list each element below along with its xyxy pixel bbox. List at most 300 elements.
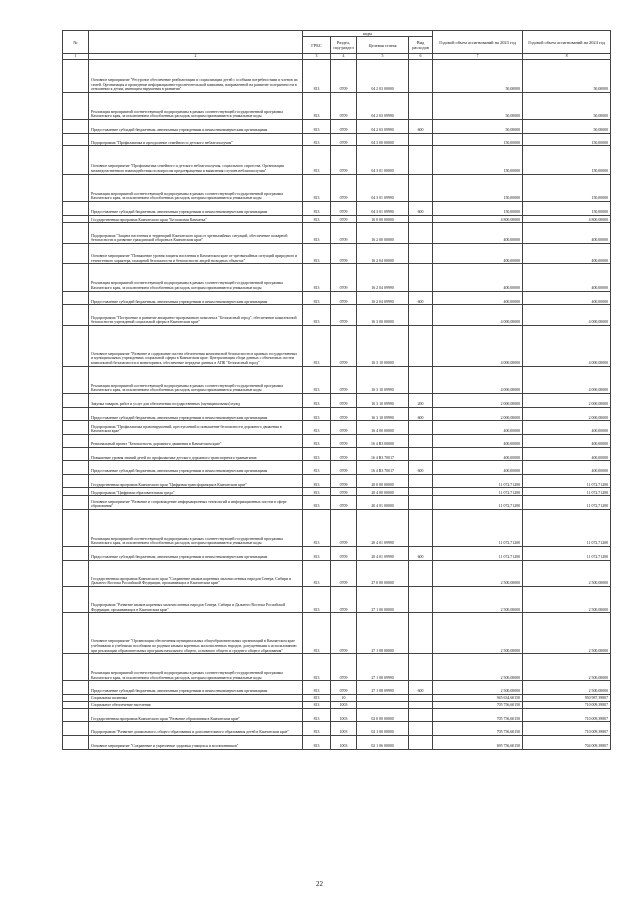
row-grbs-cell: 813 (303, 421, 331, 435)
row-number-cell (63, 654, 89, 681)
row-grbs-cell: 813 (303, 201, 331, 215)
row-name-cell: Подпрограмма "Развитие языков коренных малочисленных народов Севера, Сибири и Дальнего Востока Российской Федерации, проживающих в Камчатском крае" (89, 586, 303, 612)
row-section-cell: 0709 (331, 421, 357, 435)
row-grbs-cell: 813 (303, 509, 331, 546)
row-volume-2023-cell: 11 072,71200 (433, 474, 523, 488)
row-grbs-cell: 813 (303, 613, 331, 654)
column-index-cell: 3 (303, 54, 331, 60)
row-section-cell: 0709 (331, 681, 357, 695)
row-volume-2024-cell: 4 800,00000 (523, 215, 611, 223)
row-expense-type-cell (409, 613, 433, 654)
row-expense-type-cell (409, 133, 433, 146)
row-number-cell (63, 146, 89, 174)
column-index-cell: 8 (523, 54, 611, 60)
row-volume-2023-cell: 150,00000 (433, 146, 523, 174)
row-number-cell (63, 120, 89, 134)
row-section-cell: 0709 (331, 546, 357, 560)
row-volume-2023-cell: 50,00000 (433, 120, 523, 134)
row-expense-type-cell (409, 305, 433, 325)
row-number-cell (63, 509, 89, 546)
row-target-cell: 16 3 00 00000 (357, 305, 409, 325)
row-name-cell: Региональный проект "Безопасность дорожного движения в Камчатском крае" (89, 434, 303, 447)
row-section-cell: 0709 (331, 201, 357, 215)
table-body (63, 59, 611, 749)
row-section-cell: 0709 (331, 560, 357, 586)
row-number-cell (63, 488, 89, 496)
row-expense-type-cell (409, 701, 433, 708)
row-volume-2024-cell: 950 987,39807 (523, 695, 611, 702)
row-expense-type-cell (409, 59, 433, 92)
row-name-cell: Социальная политика (89, 695, 303, 702)
table-row (63, 695, 611, 702)
row-volume-2024-cell: 4 000,00000 (523, 305, 611, 325)
row-expense-type-cell (409, 586, 433, 612)
row-section-cell: 1003 (331, 708, 357, 722)
row-expense-type-cell: 600 (409, 546, 433, 560)
header-codes: коды (303, 31, 433, 37)
row-volume-2024-cell: 2 000,00000 (523, 407, 611, 421)
row-name-cell: Реализация мероприятий соответствующей подпрограммы в рамках соответствующей государственной программы Камчатского края, за исключением обособленных расходов, которым присваиваются уникальные коды (89, 92, 303, 119)
row-number-cell (63, 434, 89, 447)
row-grbs-cell: 813 (303, 735, 331, 749)
table-row (63, 146, 611, 174)
row-section-cell: 0709 (331, 447, 357, 461)
row-section-cell: 1003 (331, 735, 357, 749)
row-name-cell: Реализация мероприятий соответствующей подпрограммы в рамках соответствующей государственной программы Камчатского края, за исключением обособленных расходов, которым присваиваются уникальные коды (89, 366, 303, 393)
row-expense-type-cell (409, 735, 433, 749)
row-grbs-cell: 813 (303, 681, 331, 695)
row-target-cell: 20 0 00 00000 (357, 474, 409, 488)
row-volume-2024-cell: 150,00000 (523, 133, 611, 146)
row-expense-type-cell (409, 223, 433, 243)
row-target-cell: 04 3 00 00000 (357, 133, 409, 146)
column-index-cell: 7 (433, 54, 523, 60)
row-number-cell (63, 447, 89, 461)
row-target-cell: 16 4 R3 00000 (357, 434, 409, 447)
row-number-cell (63, 407, 89, 421)
row-target-cell: 04 3 01 00000 (357, 146, 409, 174)
table-row (63, 560, 611, 586)
row-volume-2023-cell: 400,00000 (433, 291, 523, 305)
row-expense-type-cell: 600 (409, 681, 433, 695)
row-volume-2024-cell: 400,00000 (523, 223, 611, 243)
row-volume-2024-cell: 400,00000 (523, 291, 611, 305)
table-row (63, 681, 611, 695)
header-name (89, 31, 303, 54)
row-grbs-cell: 813 (303, 546, 331, 560)
row-volume-2024-cell: 50,00000 (523, 92, 611, 119)
row-volume-2024-cell: 50,00000 (523, 59, 611, 92)
row-expense-type-cell (409, 447, 433, 461)
row-number-cell (63, 305, 89, 325)
row-volume-2023-cell: 2 000,00000 (433, 407, 523, 421)
row-name-cell: Подпрограмма "Профилактика правонарушений, преступлений и повышение безопасности дорожного движения в Камчатском крае" (89, 421, 303, 435)
row-volume-2024-cell: 704 009,39807 (523, 735, 611, 749)
row-expense-type-cell (409, 421, 433, 435)
row-target-cell: 16 2 04 00000 (357, 243, 409, 263)
row-section-cell: 0709 (331, 509, 357, 546)
row-name-cell: Социальное обеспечение населения (89, 701, 303, 708)
row-volume-2024-cell: 2 500,00000 (523, 560, 611, 586)
table-row (63, 291, 611, 305)
row-section-cell: 0709 (331, 305, 357, 325)
row-name-cell: Закупка товаров, работ и услуг для обеспечения государственных (муниципальных) нужд (89, 393, 303, 407)
row-expense-type-cell: 600 (409, 291, 433, 305)
table-row (63, 722, 611, 736)
row-volume-2024-cell: 400,00000 (523, 243, 611, 263)
row-section-cell: 0709 (331, 474, 357, 488)
table-row (63, 59, 611, 92)
row-section-cell: 0709 (331, 243, 357, 263)
row-grbs-cell: 813 (303, 264, 331, 291)
row-number-cell (63, 174, 89, 201)
row-volume-2023-cell: 2 500,00000 (433, 654, 523, 681)
row-name-cell: Основное мероприятие "Развитие и содержание систем обеспечения комплексной безопасности в краевых государственных и муниципальных учреждениях социальной сферы в Камчатском крае. Централизация сбора данных с объектовых систем комплексной безопасности и мониторинга, обеспечение передачи данных в АПК "Безопасный город" (89, 325, 303, 366)
row-number-cell (63, 133, 89, 146)
row-target-cell: 04 3 01 09990 (357, 174, 409, 201)
row-expense-type-cell (409, 325, 433, 366)
column-index-cell: 4 (331, 54, 357, 60)
row-grbs-cell: 813 (303, 291, 331, 305)
table-row (63, 133, 611, 146)
table-row (63, 701, 611, 708)
row-name-cell: Реализация мероприятий соответствующей подпрограммы в рамках соответствующей государственной программы Камчатского края, за исключением обособленных расходов, которым присваиваются уникальные коды (89, 509, 303, 546)
table-row (63, 421, 611, 435)
row-number-cell (63, 681, 89, 695)
table-row (63, 447, 611, 461)
table-row (63, 223, 611, 243)
row-section-cell: 0709 (331, 325, 357, 366)
row-expense-type-cell (409, 264, 433, 291)
row-section-cell: 0709 (331, 133, 357, 146)
row-volume-2023-cell: 2 000,00000 (433, 393, 523, 407)
row-name-cell: Основное мероприятие "Повышение уровня защиты населения в Камчатском крае от чрезвычайных ситуаций природного и техногенного характера, пожарной безопасности и безопасности людей на водных объектах" (89, 243, 303, 263)
row-target-cell: 27 1 08 00000 (357, 613, 409, 654)
table-row (63, 201, 611, 215)
row-grbs-cell: 813 (303, 654, 331, 681)
row-volume-2023-cell: 2 500,00000 (433, 681, 523, 695)
row-volume-2023-cell: 50,00000 (433, 59, 523, 92)
row-grbs-cell: 813 (303, 474, 331, 488)
row-target-cell: 16 3 10 09990 (357, 366, 409, 393)
page-number: 22 (316, 880, 323, 888)
row-expense-type-cell: 600 (409, 407, 433, 421)
row-volume-2023-cell: 150,00000 (433, 133, 523, 146)
row-name-cell: Подпрограмма "Построение и развитие аппаратно-программного комплекса "Безопасный город", обеспечение комплексной безопасности учреждений социальной сферы в Камчатском крае" (89, 305, 303, 325)
table-row (63, 92, 611, 119)
row-name-cell: Основное мероприятие "Профилактика семейного и детского неблагополучия, социального сиротства. Организация межведомственного взаимодействия по вопросам предотвращения и выявления случаев неблагополучия" (89, 146, 303, 174)
table-row (63, 366, 611, 393)
row-name-cell: Предоставление субсидий бюджетным, автономным учреждениям и иным некоммерческим организациям (89, 201, 303, 215)
row-name-cell: Предоставление субсидий бюджетным, автономным учреждениям и иным некоммерческим организациям (89, 461, 303, 475)
row-expense-type-cell: 600 (409, 120, 433, 134)
row-target-cell: 27 1 08 09990 (357, 654, 409, 681)
row-volume-2023-cell: 400,00000 (433, 264, 523, 291)
row-section-cell: 10 (331, 695, 357, 702)
row-expense-type-cell (409, 92, 433, 119)
row-grbs-cell: 813 (303, 586, 331, 612)
column-index-cell: 6 (409, 54, 433, 60)
header-expense-type: Вид расходов (409, 37, 433, 54)
row-name-cell: Государственная программа Камчатского края "Цифровая трансформация в Камчатском крае" (89, 474, 303, 488)
row-grbs-cell: 813 (303, 722, 331, 736)
row-section-cell: 0709 (331, 120, 357, 134)
row-volume-2023-cell: 11 072,71200 (433, 488, 523, 496)
row-target-cell: 27 1 08 09990 (357, 681, 409, 695)
row-grbs-cell: 813 (303, 305, 331, 325)
row-volume-2023-cell: 400,00000 (433, 434, 523, 447)
row-name-cell: Основное мероприятие "Развитие и сопровождение информационных технологий и информационных систем в сфере образования" (89, 496, 303, 510)
row-volume-2024-cell: 400,00000 (523, 421, 611, 435)
table-row (63, 474, 611, 488)
row-number-cell (63, 722, 89, 736)
row-target-cell: 02 1 00 00000 (357, 722, 409, 736)
column-index-cell: 5 (357, 54, 409, 60)
row-grbs-cell: 813 (303, 393, 331, 407)
row-volume-2023-cell: 400,00000 (433, 223, 523, 243)
row-section-cell: 0709 (331, 586, 357, 612)
row-volume-2024-cell: 11 072,71200 (523, 546, 611, 560)
row-section-cell: 0709 (331, 393, 357, 407)
row-grbs-cell: 813 (303, 695, 331, 702)
row-expense-type-cell: 200 (409, 393, 433, 407)
row-number-cell (63, 243, 89, 263)
row-expense-type-cell (409, 695, 433, 702)
row-number-cell (63, 496, 89, 510)
row-grbs-cell: 813 (303, 223, 331, 243)
row-name-cell: Предоставление субсидий бюджетным, автономным учреждениям и иным некоммерческим организациям (89, 291, 303, 305)
row-volume-2024-cell: 50,00000 (523, 120, 611, 134)
row-target-cell: 20 4 01 00000 (357, 496, 409, 510)
row-section-cell: 0709 (331, 264, 357, 291)
row-target-cell: 16 3 10 09990 (357, 393, 409, 407)
table-row (63, 586, 611, 612)
row-target-cell: 04 2 03 09990 (357, 92, 409, 119)
row-grbs-cell: 813 (303, 215, 331, 223)
row-target-cell: 16 4 00 00000 (357, 421, 409, 435)
row-expense-type-cell (409, 488, 433, 496)
row-grbs-cell: 813 (303, 708, 331, 722)
row-name-cell: Государственная программа Камчатского края "Безопасная Камчатка" (89, 215, 303, 223)
row-expense-type-cell (409, 509, 433, 546)
row-volume-2024-cell: 710 009,39807 (523, 701, 611, 708)
column-index-cell: 2 (89, 54, 303, 60)
row-volume-2024-cell: 11 072,71200 (523, 496, 611, 510)
row-section-cell: 1003 (331, 722, 357, 736)
row-grbs-cell: 813 (303, 59, 331, 92)
row-expense-type-cell (409, 708, 433, 722)
row-volume-2024-cell: 150,00000 (523, 146, 611, 174)
row-number-cell (63, 695, 89, 702)
row-target-cell (357, 701, 409, 708)
row-volume-2023-cell: 400,00000 (433, 243, 523, 263)
row-target-cell: 04 2 03 00000 (357, 59, 409, 92)
row-expense-type-cell: 600 (409, 461, 433, 475)
row-volume-2023-cell: 11 072,71200 (433, 509, 523, 546)
row-volume-2024-cell: 2 500,00000 (523, 613, 611, 654)
row-grbs-cell: 813 (303, 461, 331, 475)
budget-sheet (62, 30, 610, 750)
row-volume-2023-cell: 150,00000 (433, 201, 523, 215)
row-expense-type-cell (409, 496, 433, 510)
row-number-cell (63, 421, 89, 435)
row-volume-2023-cell: 945 634,60150 (433, 695, 523, 702)
row-target-cell: 16 2 04 09990 (357, 291, 409, 305)
row-number-cell (63, 59, 89, 92)
table-row (63, 264, 611, 291)
budget-table (62, 30, 611, 750)
row-number-cell (63, 708, 89, 722)
row-grbs-cell: 813 (303, 496, 331, 510)
row-number-cell (63, 393, 89, 407)
row-name-cell: Реализация мероприятий соответствующей подпрограммы в рамках соответствующей государственной программы Камчатского края, за исключением обособленных расходов, которым присваиваются уникальные коды (89, 264, 303, 291)
row-grbs-cell: 813 (303, 434, 331, 447)
table-row (63, 613, 611, 654)
row-section-cell: 0709 (331, 496, 357, 510)
row-volume-2023-cell: 400,00000 (433, 447, 523, 461)
row-name-cell: Подпрограмма "Развитие дошкольного, общего образования и дополнительного образования детей в Камчатском крае" (89, 722, 303, 736)
row-target-cell: 16 4 R3 70017 (357, 461, 409, 475)
header-grbs: ГРБС (303, 37, 331, 54)
row-target-cell: 16 3 10 00000 (357, 325, 409, 366)
table-row (63, 708, 611, 722)
row-grbs-cell: 813 (303, 243, 331, 263)
row-target-cell: 20 4 01 09990 (357, 509, 409, 546)
row-volume-2023-cell: 4 000,00000 (433, 325, 523, 366)
table-row (63, 434, 611, 447)
table-row (63, 305, 611, 325)
row-name-cell: Реализация мероприятий соответствующей подпрограммы в рамках соответствующей государственной программы Камчатского края, за исключением обособленных расходов, которым присваиваются уникальные коды (89, 654, 303, 681)
row-volume-2023-cell: 11 072,71200 (433, 496, 523, 510)
row-target-cell: 04 2 03 09990 (357, 120, 409, 134)
row-volume-2024-cell: 400,00000 (523, 447, 611, 461)
table-row (63, 735, 611, 749)
row-volume-2024-cell: 400,00000 (523, 461, 611, 475)
row-name-cell: Предоставление субсидий бюджетным, автономным учреждениям и иным некоммерческим организациям (89, 546, 303, 560)
row-volume-2024-cell: 400,00000 (523, 264, 611, 291)
row-expense-type-cell (409, 215, 433, 223)
row-volume-2023-cell: 2 500,00000 (433, 560, 523, 586)
row-volume-2023-cell: 4 000,00000 (433, 305, 523, 325)
row-number-cell (63, 325, 89, 366)
table-row (63, 325, 611, 366)
row-volume-2024-cell: 2 000,00000 (523, 393, 611, 407)
row-volume-2024-cell: 2 500,00000 (523, 586, 611, 612)
row-number-cell (63, 461, 89, 475)
row-expense-type-cell (409, 654, 433, 681)
row-number-cell (63, 701, 89, 708)
row-section-cell: 0709 (331, 291, 357, 305)
row-target-cell: 16 2 04 09990 (357, 264, 409, 291)
row-name-cell: Подпрограмма "Защита населения и территорий Камчатского края от чрезвычайных ситуаций, обеспечение пожарной безопасности и развитие гражданской обороны в Камчатском крае" (89, 223, 303, 243)
row-number-cell (63, 613, 89, 654)
row-volume-2023-cell: 2 500,00000 (433, 586, 523, 612)
row-volume-2024-cell: 11 072,71200 (523, 509, 611, 546)
row-volume-2024-cell: 11 072,71200 (523, 474, 611, 488)
table-row (63, 393, 611, 407)
row-target-cell (357, 695, 409, 702)
row-grbs-cell: 813 (303, 146, 331, 174)
row-volume-2023-cell: 50,00000 (433, 92, 523, 119)
row-number-cell (63, 264, 89, 291)
row-name-cell: Повышение уровня знаний детей по профилактике детского дорожного транспортного травматизма (89, 447, 303, 461)
row-grbs-cell: 813 (303, 560, 331, 586)
row-number-cell (63, 215, 89, 223)
table-row (63, 407, 611, 421)
row-expense-type-cell (409, 722, 433, 736)
row-volume-2023-cell: 4 800,00000 (433, 215, 523, 223)
table-row (63, 546, 611, 560)
row-expense-type-cell (409, 560, 433, 586)
row-section-cell: 0709 (331, 215, 357, 223)
row-name-cell: Государственная программа Камчатского края "Развитие образования в Камчатском крае" (89, 708, 303, 722)
row-target-cell: 16 0 00 00000 (357, 215, 409, 223)
row-number-cell (63, 366, 89, 393)
row-number-cell (63, 291, 89, 305)
row-number-cell (63, 560, 89, 586)
row-name-cell: Основное мероприятие "Ресурсное обеспечение реабилитации и социализации детей с особыми потребностями и членов их семей. Организация и проведение информационно-просветительской кампании, направленной на развитие толерантности в отношении к детям, имеющим нарушения в развитии" (89, 59, 303, 92)
row-target-cell: 16 2 00 00000 (357, 223, 409, 243)
row-section-cell: 0709 (331, 174, 357, 201)
row-section-cell: 0709 (331, 92, 357, 119)
header-target: Целевая статья (357, 37, 409, 54)
column-index-cell: 1 (63, 54, 89, 60)
row-section-cell: 0709 (331, 223, 357, 243)
row-volume-2023-cell: 400,00000 (433, 461, 523, 475)
row-section-cell: 0709 (331, 407, 357, 421)
row-grbs-cell: 813 (303, 447, 331, 461)
table-row (63, 120, 611, 134)
row-section-cell: 0709 (331, 488, 357, 496)
row-number-cell (63, 474, 89, 488)
row-number-cell (63, 586, 89, 612)
row-volume-2024-cell: 710 009,39807 (523, 722, 611, 736)
row-number-cell (63, 735, 89, 749)
row-volume-2023-cell: 400,00000 (433, 421, 523, 435)
row-volume-2024-cell: 11 072,71200 (523, 488, 611, 496)
row-section-cell: 0709 (331, 613, 357, 654)
row-target-cell: 20 4 01 09990 (357, 546, 409, 560)
row-volume-2024-cell: 710 009,39807 (523, 708, 611, 722)
row-number-cell (63, 201, 89, 215)
row-expense-type-cell: 600 (409, 201, 433, 215)
table-row (63, 243, 611, 263)
table-row (63, 461, 611, 475)
table-header (63, 31, 611, 60)
row-grbs-cell: 813 (303, 325, 331, 366)
row-volume-2024-cell: 2 500,00000 (523, 654, 611, 681)
table-row (63, 174, 611, 201)
row-volume-2023-cell: 2 500,00000 (433, 613, 523, 654)
row-target-cell: 27 1 00 00000 (357, 586, 409, 612)
row-name-cell: Основное мероприятие "Сохранение и укрепление здоровья учащихся и воспитанников" (89, 735, 303, 749)
row-volume-2024-cell: 150,00000 (523, 174, 611, 201)
row-grbs-cell: 813 (303, 701, 331, 708)
row-target-cell: 16 3 10 09990 (357, 407, 409, 421)
row-volume-2024-cell: 2 500,00000 (523, 681, 611, 695)
row-section-cell: 0709 (331, 461, 357, 475)
row-volume-2023-cell: 11 072,71200 (433, 546, 523, 560)
row-expense-type-cell (409, 243, 433, 263)
row-grbs-cell: 813 (303, 133, 331, 146)
row-section-cell: 0709 (331, 59, 357, 92)
row-volume-2023-cell: 695 756,60150 (433, 735, 523, 749)
row-name-cell: Предоставление субсидий бюджетным, автономным учреждениям и иным некоммерческим организациям (89, 407, 303, 421)
row-name-cell: Реализация мероприятий соответствующей подпрограммы в рамках соответствующей государственной программы Камчатского края, за исключением обособленных расходов, которым присваиваются уникальные коды (89, 174, 303, 201)
row-target-cell: 02 0 00 00000 (357, 708, 409, 722)
row-grbs-cell: 813 (303, 174, 331, 201)
table-row (63, 488, 611, 496)
